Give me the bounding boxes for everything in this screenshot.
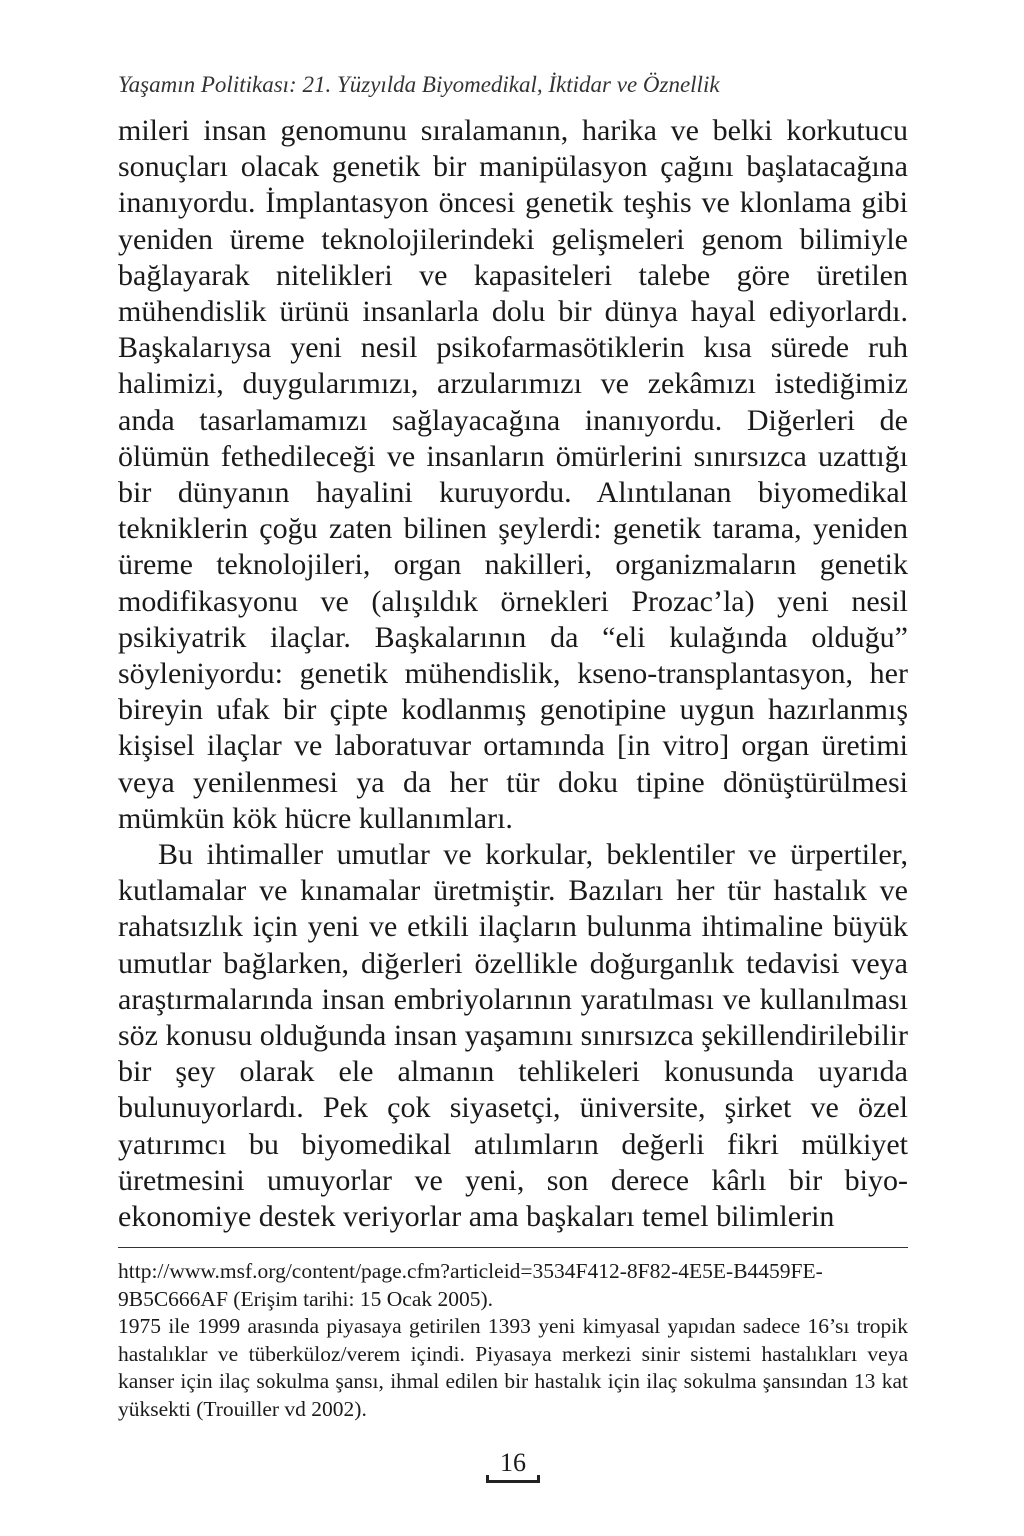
- page-number: 16: [486, 1448, 540, 1483]
- running-header: Yaşamın Politikası: 21. Yüzyılda Biyomedikal, İktidar ve Öznellik: [118, 72, 720, 97]
- paragraph: Bu ihtimaller umutlar ve korkular, beklentiler ve ürpertiler, kutlamalar ve kınamalar üretmiştir. Bazıları her tür hastalık ve rahatsızlık için yeni ve etkili ilaçların bulunma ihtimaline büyük umutlar bağlarken, diğerleri özellikle doğurganlık tedavisi veya araştırmalarında insan embriyolarının yaratılması ve kullanılması söz konusu olduğunda insan yaşamını sınırsızca şekillendirilebilir bir şey olarak ele almanın tehlikeleri konusunda uyarıda bulunuyorlardı. Pek çok siyasetçi, üniversite, şirket ve özel yatırımcı bu biyomedikal atılımların değerli fikri mülkiyet üretmesini umuyorlar ve yeni, son derece kârlı bir biyo-ekonomiye destek veriyorlar ama başkaları temel bilimlerin: [118, 838, 908, 1234]
- footnote-divider: [118, 1247, 908, 1248]
- footnote: 1975 ile 1999 arasında piyasaya getirilen 1393 yeni kimyasal yapıdan sadece 16’sı tropik hastalıklar ve tüberküloz/verem içindi. Piyasaya merkezi sinir sistemi hastalıkları veya kanser için ilaç sokulma şansı, ihmal edilen bir hastalık için ilaç sokulma şansından 13 kat yüksekti (Trouiller vd 2002).: [118, 1314, 908, 1421]
- footnote: http://www.msf.org/content/page.cfm?articleid=3534F412-8F82-4E5E-B4459FE-9B5C666AF (Erişim tarihi: 15 Ocak 2005).: [118, 1259, 823, 1311]
- page-number-container: [478, 1448, 548, 1483]
- footnotes: [118, 1258, 908, 1423]
- paragraph: mileri insan genomunu sıralamanın, harika ve belki korkutucu sonuçları olacak genetik bir manipülasyon çağını başlatacağına inanıyordu. İmplantasyon öncesi genetik teşhis ve klonlama gibi yeniden üreme teknolojilerindeki gelişmeleri genom bilimiyle bağlayarak nitelikleri ve kapasiteleri talebe göre üretilen mühendislik ürünü insanlarla dolu bir dünya hayal ediyorlardı. Başkalarıysa yeni nesil psikofarmasötiklerin kısa sürede ruh halimizi, duygularımızı, arzularımızı ve zekâmızı istediğimiz anda tasarlamamızı sağlayacağına inanıyordu. Diğerleri de ölümün fethedileceği ve insanların ömürlerini sınırsızca uzattığı bir dünyanın hayalini kuruyordu. Alıntılanan biyomedikal tekniklerin çoğu zaten bilinen şeylerdi: genetik tarama, yeniden üreme teknolojileri, organ nakilleri, organizmaların genetik modifikasyonu ve (alışıldık örnekleri Prozac’la) yeni nesil psikiyatrik ilaçlar. Başkalarının da “eli kulağında olduğu” söyleniyordu: genetik mühendislik, kseno-transplantasyon, her bireyin ufak bir çipte kodlanmış genotipine uygun hazırlanmış kişisel ilaçlar ve laboratuvar ortamında [in vitro] organ üretimi veya yenilenmesi ya da her tür doku tipine dönüştürülmesi mümkün kök hücre kullanımları.: [118, 114, 908, 835]
- body-text: [118, 113, 908, 1235]
